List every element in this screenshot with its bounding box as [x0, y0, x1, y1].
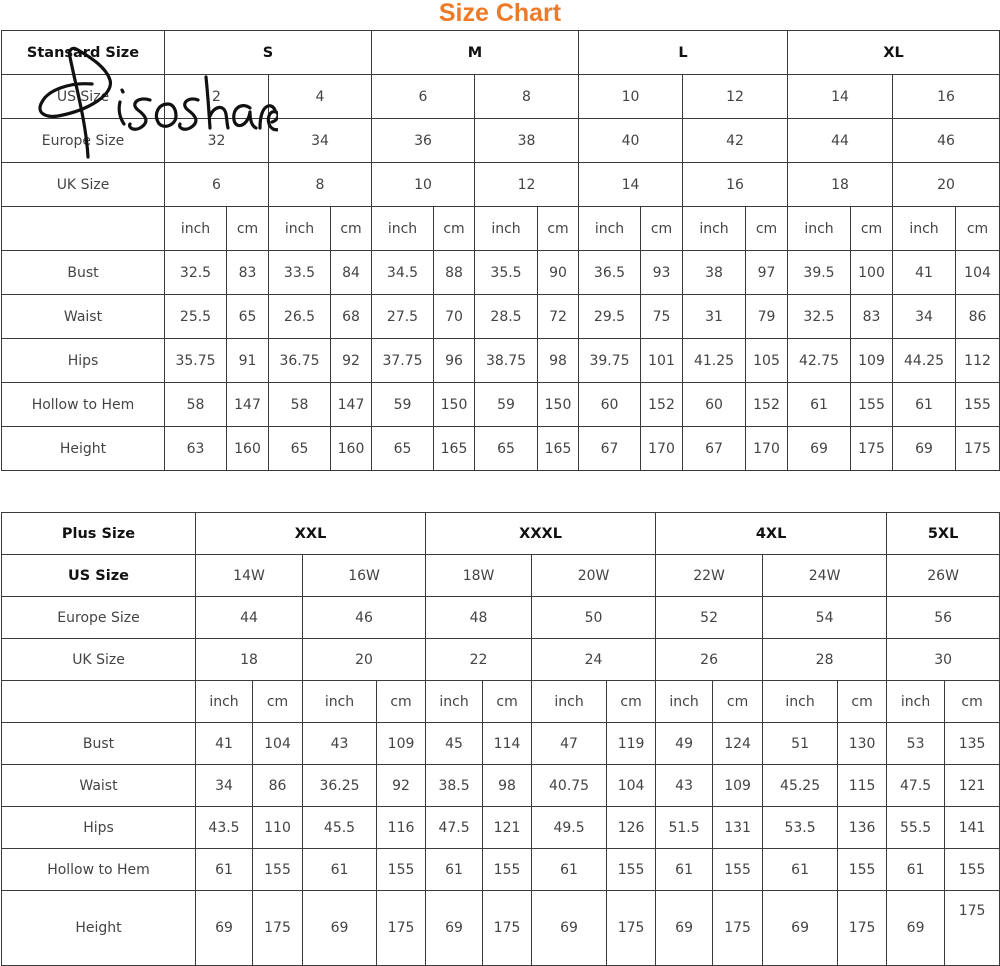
- measurement-inch-value: 41: [196, 723, 253, 765]
- us-size-value: 16W: [303, 555, 426, 597]
- measurement-inch-value: 69: [788, 427, 851, 471]
- us-size-label: US Size: [2, 555, 196, 597]
- measurement-inch-value: 61: [656, 849, 713, 891]
- measurement-cm-value: 121: [483, 807, 532, 849]
- uk-size-value: 20: [303, 639, 426, 681]
- measurement-inch-value: 67: [579, 427, 641, 471]
- us-size-value: 14: [788, 75, 893, 119]
- europe-size-value: 46: [893, 119, 1000, 163]
- measurement-inch-value: 69: [887, 891, 945, 966]
- europe-size-row: [2, 119, 1000, 163]
- uk-size-value: 18: [788, 163, 893, 207]
- europe-size-value: 32: [165, 119, 269, 163]
- measurement-inch-value: 58: [165, 383, 227, 427]
- measurement-inch-value: 47.5: [426, 807, 483, 849]
- measurement-cm-value: 152: [641, 383, 683, 427]
- measurement-cm-value: 147: [331, 383, 372, 427]
- europe-size-value: 40: [579, 119, 683, 163]
- measurement-label: Waist: [2, 295, 165, 339]
- size-name: XL: [788, 31, 1000, 75]
- measurement-cm-value: 92: [331, 339, 372, 383]
- measurement-cm-value: 104: [253, 723, 303, 765]
- measurement-inch-value: 38.75: [475, 339, 538, 383]
- measurement-row: [2, 339, 1000, 383]
- measurement-cm-value: 105: [746, 339, 788, 383]
- measurement-cm-value: 86: [253, 765, 303, 807]
- measurement-inch-value: 69: [196, 891, 253, 966]
- measurement-label: Hollow to Hem: [2, 383, 165, 427]
- us-size-value: 4: [269, 75, 372, 119]
- measurement-row: [2, 849, 1000, 891]
- europe-size-value: 56: [887, 597, 1000, 639]
- uk-size-label: UK Size: [2, 163, 165, 207]
- measurement-cm-value: 155: [377, 849, 426, 891]
- measurement-inch-value: 34.5: [372, 251, 434, 295]
- unit-inch: inch: [372, 207, 434, 251]
- measurement-cm-value: 155: [483, 849, 532, 891]
- measurement-cm-value: 98: [483, 765, 532, 807]
- measurement-cm-value: 91: [227, 339, 269, 383]
- measurement-inch-value: 33.5: [269, 251, 331, 295]
- unit-cm: cm: [945, 681, 1000, 723]
- unit-row-blank: [2, 207, 165, 251]
- us-size-value: 12: [683, 75, 788, 119]
- standard-measurement-rows: [2, 251, 1000, 471]
- unit-inch: inch: [893, 207, 956, 251]
- measurement-inch-value: 35.75: [165, 339, 227, 383]
- measurement-label: Bust: [2, 723, 196, 765]
- unit-row: [2, 207, 1000, 251]
- unit-inch: inch: [887, 681, 945, 723]
- measurement-cm-value: 136: [838, 807, 887, 849]
- measurement-inch-value: 45: [426, 723, 483, 765]
- unit-inch: inch: [196, 681, 253, 723]
- measurement-row: [2, 427, 1000, 471]
- unit-row-blank: [2, 681, 196, 723]
- measurement-cm-value: 175: [838, 891, 887, 966]
- measurement-row: [2, 723, 1000, 765]
- size-name: 4XL: [656, 513, 887, 555]
- europe-size-value: 52: [656, 597, 763, 639]
- measurement-inch-value: 65: [475, 427, 538, 471]
- measurement-inch-value: 61: [532, 849, 607, 891]
- measurement-inch-value: 61: [893, 383, 956, 427]
- measurement-cm-value: 175: [945, 891, 1000, 966]
- us-size-value: 14W: [196, 555, 303, 597]
- measurement-cm-value: 119: [607, 723, 656, 765]
- measurement-inch-value: 61: [196, 849, 253, 891]
- uk-size-value: 22: [426, 639, 532, 681]
- size-name: S: [165, 31, 372, 75]
- measurement-cm-value: 175: [851, 427, 893, 471]
- europe-size-value: 44: [196, 597, 303, 639]
- measurement-cm-value: 155: [956, 383, 1000, 427]
- measurement-cm-value: 175: [377, 891, 426, 966]
- measurement-inch-value: 38: [683, 251, 746, 295]
- measurement-inch-value: 39.75: [579, 339, 641, 383]
- measurement-inch-value: 65: [269, 427, 331, 471]
- unit-cm: cm: [253, 681, 303, 723]
- measurement-label: Height: [2, 427, 165, 471]
- measurement-cm-value: 155: [607, 849, 656, 891]
- measurement-label: Bust: [2, 251, 165, 295]
- measurement-inch-value: 60: [683, 383, 746, 427]
- measurement-cm-value: 155: [838, 849, 887, 891]
- measurement-inch-value: 40.75: [532, 765, 607, 807]
- measurement-inch-value: 60: [579, 383, 641, 427]
- uk-size-value: 14: [579, 163, 683, 207]
- europe-size-value: 50: [532, 597, 656, 639]
- standard-size-label: Stansard Size: [2, 31, 165, 75]
- measurement-cm-value: 101: [641, 339, 683, 383]
- unit-cm: cm: [331, 207, 372, 251]
- unit-inch: inch: [426, 681, 483, 723]
- measurement-cm-value: 124: [713, 723, 763, 765]
- measurement-label: Hollow to Hem: [2, 849, 196, 891]
- plus-size-table: [1, 512, 1000, 966]
- measurement-inch-value: 37.75: [372, 339, 434, 383]
- measurement-cm-value: 93: [641, 251, 683, 295]
- size-name: XXL: [196, 513, 426, 555]
- measurement-label: Hips: [2, 807, 196, 849]
- uk-size-row: [2, 163, 1000, 207]
- measurement-cm-value: 155: [851, 383, 893, 427]
- measurement-cm-value: 147: [227, 383, 269, 427]
- measurement-inch-value: 65: [372, 427, 434, 471]
- measurement-row: [2, 251, 1000, 295]
- size-name: M: [372, 31, 579, 75]
- europe-size-value: 54: [763, 597, 887, 639]
- measurement-cm-value: 104: [956, 251, 1000, 295]
- us-size-row: [2, 75, 1000, 119]
- us-size-value: 22W: [656, 555, 763, 597]
- measurement-cm-value: 90: [538, 251, 579, 295]
- measurement-inch-value: 53: [887, 723, 945, 765]
- measurement-inch-value: 63: [165, 427, 227, 471]
- measurement-inch-value: 69: [893, 427, 956, 471]
- measurement-cm-value: 109: [851, 339, 893, 383]
- measurement-cm-value: 131: [713, 807, 763, 849]
- europe-size-value: 34: [269, 119, 372, 163]
- uk-size-value: 10: [372, 163, 475, 207]
- measurement-cm-value: 175: [483, 891, 532, 966]
- measurement-cm-value: 165: [434, 427, 475, 471]
- measurement-inch-value: 69: [532, 891, 607, 966]
- measurement-inch-value: 41: [893, 251, 956, 295]
- unit-inch: inch: [475, 207, 538, 251]
- measurement-cm-value: 97: [746, 251, 788, 295]
- measurement-inch-value: 51: [763, 723, 838, 765]
- measurement-row: [2, 765, 1000, 807]
- size-header-row: [2, 513, 1000, 555]
- measurement-cm-value: 170: [746, 427, 788, 471]
- us-size-row: [2, 555, 1000, 597]
- measurement-cm-value: 165: [538, 427, 579, 471]
- measurement-cm-value: 75: [641, 295, 683, 339]
- measurement-inch-value: 61: [303, 849, 377, 891]
- measurement-row: [2, 295, 1000, 339]
- measurement-inch-value: 32.5: [788, 295, 851, 339]
- europe-size-value: 48: [426, 597, 532, 639]
- measurement-cm-value: 115: [838, 765, 887, 807]
- plus-size-label: Plus Size: [2, 513, 196, 555]
- measurement-inch-value: 59: [475, 383, 538, 427]
- unit-cm: cm: [538, 207, 579, 251]
- measurement-inch-value: 45.5: [303, 807, 377, 849]
- measurement-inch-value: 47: [532, 723, 607, 765]
- measurement-cm-value: 84: [331, 251, 372, 295]
- measurement-inch-value: 61: [887, 849, 945, 891]
- measurement-cm-value: 88: [434, 251, 475, 295]
- europe-size-value: 46: [303, 597, 426, 639]
- measurement-inch-value: 61: [788, 383, 851, 427]
- measurement-cm-value: 83: [227, 251, 269, 295]
- measurement-inch-value: 59: [372, 383, 434, 427]
- measurement-inch-value: 34: [893, 295, 956, 339]
- europe-size-label: Europe Size: [2, 597, 196, 639]
- uk-size-value: 26: [656, 639, 763, 681]
- measurement-inch-value: 41.25: [683, 339, 746, 383]
- measurement-inch-value: 36.25: [303, 765, 377, 807]
- us-size-value: 8: [475, 75, 579, 119]
- unit-inch: inch: [656, 681, 713, 723]
- europe-size-row: [2, 597, 1000, 639]
- measurement-inch-value: 69: [426, 891, 483, 966]
- measurement-row: [2, 807, 1000, 849]
- measurement-cm-value: 155: [713, 849, 763, 891]
- size-header-row: [2, 31, 1000, 75]
- measurement-inch-value: 61: [426, 849, 483, 891]
- measurement-inch-value: 45.25: [763, 765, 838, 807]
- measurement-cm-value: 126: [607, 807, 656, 849]
- measurement-cm-value: 155: [945, 849, 1000, 891]
- measurement-inch-value: 29.5: [579, 295, 641, 339]
- us-size-value: 26W: [887, 555, 1000, 597]
- uk-size-value: 18: [196, 639, 303, 681]
- measurement-inch-value: 38.5: [426, 765, 483, 807]
- measurement-inch-value: 69: [656, 891, 713, 966]
- plus-measurement-rows: [2, 723, 1000, 966]
- measurement-row: [2, 891, 1000, 966]
- uk-size-value: 8: [269, 163, 372, 207]
- measurement-inch-value: 35.5: [475, 251, 538, 295]
- europe-size-value: 36: [372, 119, 475, 163]
- measurement-cm-value: 79: [746, 295, 788, 339]
- uk-size-value: 16: [683, 163, 788, 207]
- measurement-inch-value: 49.5: [532, 807, 607, 849]
- measurement-inch-value: 53.5: [763, 807, 838, 849]
- us-size-value: 6: [372, 75, 475, 119]
- measurement-cm-value: 70: [434, 295, 475, 339]
- measurement-cm-value: 112: [956, 339, 1000, 383]
- unit-inch: inch: [165, 207, 227, 251]
- measurement-cm-value: 121: [945, 765, 1000, 807]
- measurement-cm-value: 92: [377, 765, 426, 807]
- unit-cm: cm: [607, 681, 656, 723]
- measurement-cm-value: 160: [331, 427, 372, 471]
- measurement-cm-value: 175: [253, 891, 303, 966]
- measurement-cm-value: 152: [746, 383, 788, 427]
- uk-size-value: 20: [893, 163, 1000, 207]
- measurement-inch-value: 43: [303, 723, 377, 765]
- unit-inch: inch: [788, 207, 851, 251]
- measurement-inch-value: 69: [303, 891, 377, 966]
- measurement-inch-value: 36.75: [269, 339, 331, 383]
- unit-cm: cm: [483, 681, 532, 723]
- measurement-cm-value: 65: [227, 295, 269, 339]
- measurement-inch-value: 69: [763, 891, 838, 966]
- unit-cm: cm: [713, 681, 763, 723]
- unit-cm: cm: [377, 681, 426, 723]
- measurement-inch-value: 26.5: [269, 295, 331, 339]
- measurement-cm-value: 150: [434, 383, 475, 427]
- measurement-inch-value: 67: [683, 427, 746, 471]
- measurement-cm-value: 72: [538, 295, 579, 339]
- us-size-value: 20W: [532, 555, 656, 597]
- measurement-inch-value: 58: [269, 383, 331, 427]
- uk-size-value: 30: [887, 639, 1000, 681]
- measurement-cm-value: 116: [377, 807, 426, 849]
- us-size-value: 2: [165, 75, 269, 119]
- page-title: Size Chart: [438, 0, 562, 27]
- measurement-cm-value: 155: [253, 849, 303, 891]
- us-size-value: 24W: [763, 555, 887, 597]
- measurement-label: Waist: [2, 765, 196, 807]
- measurement-cm-value: 68: [331, 295, 372, 339]
- measurement-row: [2, 383, 1000, 427]
- measurement-cm-value: 150: [538, 383, 579, 427]
- unit-cm: cm: [746, 207, 788, 251]
- measurement-cm-value: 130: [838, 723, 887, 765]
- measurement-cm-value: 114: [483, 723, 532, 765]
- us-size-value: 16: [893, 75, 1000, 119]
- measurement-inch-value: 31: [683, 295, 746, 339]
- unit-cm: cm: [956, 207, 1000, 251]
- measurement-inch-value: 43: [656, 765, 713, 807]
- measurement-inch-value: 39.5: [788, 251, 851, 295]
- uk-size-value: 6: [165, 163, 269, 207]
- measurement-inch-value: 51.5: [656, 807, 713, 849]
- measurement-cm-value: 141: [945, 807, 1000, 849]
- measurement-inch-value: 49: [656, 723, 713, 765]
- measurement-inch-value: 44.25: [893, 339, 956, 383]
- unit-inch: inch: [683, 207, 746, 251]
- measurement-cm-value: 83: [851, 295, 893, 339]
- unit-cm: cm: [434, 207, 475, 251]
- measurement-cm-value: 86: [956, 295, 1000, 339]
- measurement-inch-value: 43.5: [196, 807, 253, 849]
- measurement-cm-value: 110: [253, 807, 303, 849]
- measurement-cm-value: 170: [641, 427, 683, 471]
- europe-size-value: 38: [475, 119, 579, 163]
- measurement-cm-value: 175: [607, 891, 656, 966]
- size-name: 5XL: [887, 513, 1000, 555]
- us-size-value: 10: [579, 75, 683, 119]
- measurement-inch-value: 42.75: [788, 339, 851, 383]
- unit-inch: inch: [579, 207, 641, 251]
- size-name: XXXL: [426, 513, 656, 555]
- uk-size-row: [2, 639, 1000, 681]
- us-size-value: 18W: [426, 555, 532, 597]
- measurement-inch-value: 36.5: [579, 251, 641, 295]
- measurement-inch-value: 55.5: [887, 807, 945, 849]
- measurement-cm-value: 135: [945, 723, 1000, 765]
- uk-size-value: 28: [763, 639, 887, 681]
- unit-inch: inch: [303, 681, 377, 723]
- uk-size-value: 24: [532, 639, 656, 681]
- unit-row: [2, 681, 1000, 723]
- measurement-inch-value: 61: [763, 849, 838, 891]
- europe-size-value: 44: [788, 119, 893, 163]
- unit-cm: cm: [641, 207, 683, 251]
- measurement-inch-value: 27.5: [372, 295, 434, 339]
- measurement-inch-value: 47.5: [887, 765, 945, 807]
- measurement-inch-value: 34: [196, 765, 253, 807]
- measurement-inch-value: 25.5: [165, 295, 227, 339]
- measurement-cm-value: 109: [713, 765, 763, 807]
- measurement-cm-value: 96: [434, 339, 475, 383]
- unit-cm: cm: [227, 207, 269, 251]
- uk-size-value: 12: [475, 163, 579, 207]
- unit-cm: cm: [838, 681, 887, 723]
- measurement-cm-value: 175: [713, 891, 763, 966]
- measurement-cm-value: 175: [956, 427, 1000, 471]
- standard-size-table: [1, 30, 1000, 471]
- measurement-inch-value: 28.5: [475, 295, 538, 339]
- unit-inch: inch: [532, 681, 607, 723]
- measurement-label: Hips: [2, 339, 165, 383]
- measurement-cm-value: 98: [538, 339, 579, 383]
- europe-size-value: 42: [683, 119, 788, 163]
- unit-inch: inch: [763, 681, 838, 723]
- size-name: L: [579, 31, 788, 75]
- measurement-label: Height: [2, 891, 196, 966]
- measurement-inch-value: 32.5: [165, 251, 227, 295]
- measurement-cm-value: 104: [607, 765, 656, 807]
- uk-size-label: UK Size: [2, 639, 196, 681]
- unit-inch: inch: [269, 207, 331, 251]
- measurement-cm-value: 100: [851, 251, 893, 295]
- europe-size-label: Europe Size: [2, 119, 165, 163]
- measurement-cm-value: 160: [227, 427, 269, 471]
- unit-cm: cm: [851, 207, 893, 251]
- us-size-label: US Size: [2, 75, 165, 119]
- measurement-cm-value: 109: [377, 723, 426, 765]
